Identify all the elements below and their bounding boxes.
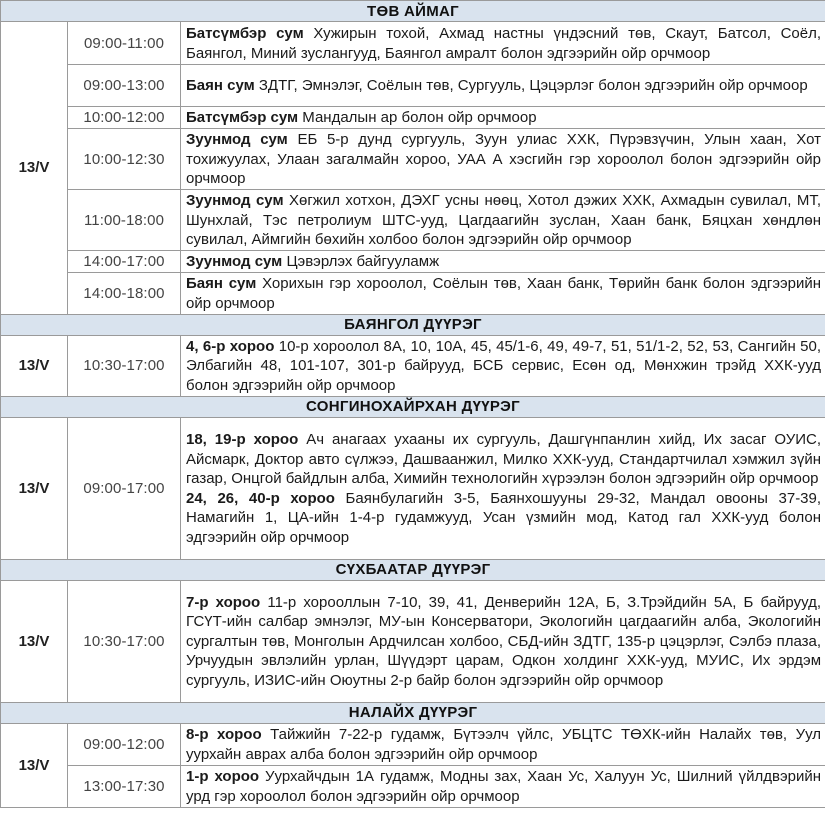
time-cell: 10:00-12:30 <box>68 129 181 190</box>
location-name: 24, 26, 40-р хороо <box>186 489 335 507</box>
location-name: 18, 19-р хороо <box>186 431 299 448</box>
location-details: Хужирын тохой, Ахмад настны үндэсний төв, Скаут, Батсол, Соёл, Баянгол, Миний зуслангууд, Баянгол амралт болон эдгээрийн ойр орчмоор <box>186 25 822 62</box>
date-cell: 13/V <box>1 417 68 559</box>
location-details: Тайжийн 7-22-р гудамж, Бүтээлч үйлс, УБЦТС ТӨХК-ийн Налайх төв, Уул уурхайн аврах алба болон эдгээрийн ойр орчмоор <box>186 726 822 763</box>
location-details: 11-р хорооллын 7-10, 39, 41, Денверийн 12А, Б, З.Трэйдийн 5А, Б байрууд, ГСҮТ-ийн салбар эмнэлэг, МУ-ын Консерватори, Экологийн цагдаагийн алба, Экологийн сургалтын төв, Монголын Ардчилсан холбоо, СБД-ийн ЗДТГ, 135-р цэцэрлэг, Сэлбэ плаза, Урчуудын эвлэлийн урлан, Шүүдэрт царам, Одкон холдинг ХХК-ууд, МУИС, Их эрдэм сургууль, ИЗИС-ийн Оюутны 2-р байр болон эдгээрийн ойр орчмоор <box>186 593 822 689</box>
location-name: Баян сум <box>186 275 257 292</box>
section-header: СҮХБААТАР ДҮҮРЭГ <box>1 559 825 580</box>
location-name: 4, 6-р хороо <box>186 337 275 355</box>
location-cell <box>181 723 825 765</box>
location-entry <box>186 489 821 548</box>
location-cell <box>181 251 825 273</box>
time-cell: 10:00-12:00 <box>68 107 181 129</box>
location-name: Зуунмод сум <box>186 131 288 149</box>
date-cell: 13/V <box>1 22 68 315</box>
location-name: 1-р хороо <box>186 768 260 785</box>
location-name: 8-р хороо <box>186 726 262 743</box>
section-header: НАЛАЙХ ДҮҮРЭГ <box>1 702 825 723</box>
location-cell <box>181 272 825 314</box>
location-cell <box>181 65 825 107</box>
location-details: ЗДТГ, Эмнэлэг, Соёлын төв, Сургууль, Цэцэрлэг болон эдгээрийн ойр орчмоор <box>254 77 808 95</box>
location-cell <box>181 22 825 65</box>
location-entry <box>186 430 821 489</box>
location-cell <box>181 580 825 702</box>
location-name: Баян сум <box>186 77 255 95</box>
time-cell: 11:00-18:00 <box>68 190 181 251</box>
location-cell <box>181 765 825 807</box>
location-details: Ач анагаах ухааны их сургууль, Дашгүнпанлин хийд, Их засаг ОУИС, Айсмарк, Доктор авто сүлжээ, Дашваанжил, Милко ХХК-ууд, Стандартчилал хэмжил зүйн газар, Онцгой байдлын алба, Химийн технологийн хүрээлэн болон эдгээрийн ойр орчмоор <box>186 431 822 487</box>
location-details: Хөгжил хотхон, ДЭХГ усны нөөц, Хотол дэжих ХХК, Ахмадын сувилал, МТ, Шунхлай, Тэс петролиум ШТС-ууд, Цагдаагийн зуслан, Хаан банк, Бяцхан хөндлөн сувилал, Аймгийн бөхийн холбоо болон эдгээрийн ойр орчмоор <box>186 192 822 249</box>
location-details: Хорихын гэр хороолол, Соёлын төв, Хаан банк, Төрийн банк болон эдгээрийн ойр орчмоор <box>186 275 822 312</box>
date-cell: 13/V <box>1 335 68 396</box>
section-header: ТӨВ АЙМАГ <box>1 1 825 22</box>
location-name: Батсүмбэр сум <box>186 25 304 42</box>
section-header: СОНГИНОХАЙРХАН ДҮҮРЭГ <box>1 396 825 417</box>
location-name: Зуунмод сум <box>186 192 284 210</box>
time-cell: 10:30-17:00 <box>68 580 181 702</box>
time-cell: 09:00-13:00 <box>68 65 181 107</box>
date-cell: 13/V <box>1 580 68 702</box>
location-cell <box>181 335 825 396</box>
location-cell <box>181 129 825 190</box>
location-name: 7-р хороо <box>186 593 261 611</box>
time-cell: 09:00-17:00 <box>68 417 181 559</box>
time-cell: 13:00-17:30 <box>68 765 181 807</box>
section-header: БАЯНГОЛ ДҮҮРЭГ <box>1 314 825 335</box>
location-cell <box>181 107 825 129</box>
location-details: Уурхайчдын 1А гудамж, Модны зах, Хаан Ус, Халуун Ус, Шилний үйлдвэрийн урд гэр хороолол болон эдгээрийн ойр орчмоор <box>186 768 822 805</box>
location-details: ЕБ 5-р дунд сургууль, Зуун улиас ХХК, Пүрэвзүчин, Улын хаан, Хот тохижуулах, Улаан загалмайн хороо, УАА А хэсгийн гэр хороолол болон эдгээрийн ойр орчмоор <box>186 131 822 188</box>
time-cell: 14:00-18:00 <box>68 272 181 314</box>
time-cell: 14:00-17:00 <box>68 251 181 273</box>
location-details: 10-р хороолол 8А, 10, 10А, 45, 45/1-6, 49, 49-7, 51, 51/1-2, 52, 53, Сангийн 50, Элбагийн 48, 101-107, 301-р байрууд, БСБ сервис, Есөн од, Мөнхжин трэйд ХХК-ууд болон эдгээрийн ойр орчмоор <box>186 337 822 394</box>
location-name: Зуунмод сум <box>186 253 283 270</box>
time-cell: 09:00-11:00 <box>68 22 181 65</box>
location-name: Батсүмбэр сум <box>186 109 299 127</box>
location-details: Мандалын ар болон ойр орчмоор <box>298 109 537 127</box>
location-cell <box>181 190 825 251</box>
date-cell: 13/V <box>1 723 68 807</box>
location-details: Цэвэрлэх байгууламж <box>282 253 440 270</box>
time-cell: 10:30-17:00 <box>68 335 181 396</box>
location-cell <box>181 417 825 559</box>
location-details: Баянбулагийн 3-5, Баянхошууны 29-32, Мандал овооны 37-39, Намагийн 1, ЦА-ийн 1-4-р гудамжууд, Усан үзмийн мод, Катод гал ХХК-ууд болон эдгээрийн ойр орчмоор <box>186 489 822 546</box>
time-cell: 09:00-12:00 <box>68 723 181 765</box>
